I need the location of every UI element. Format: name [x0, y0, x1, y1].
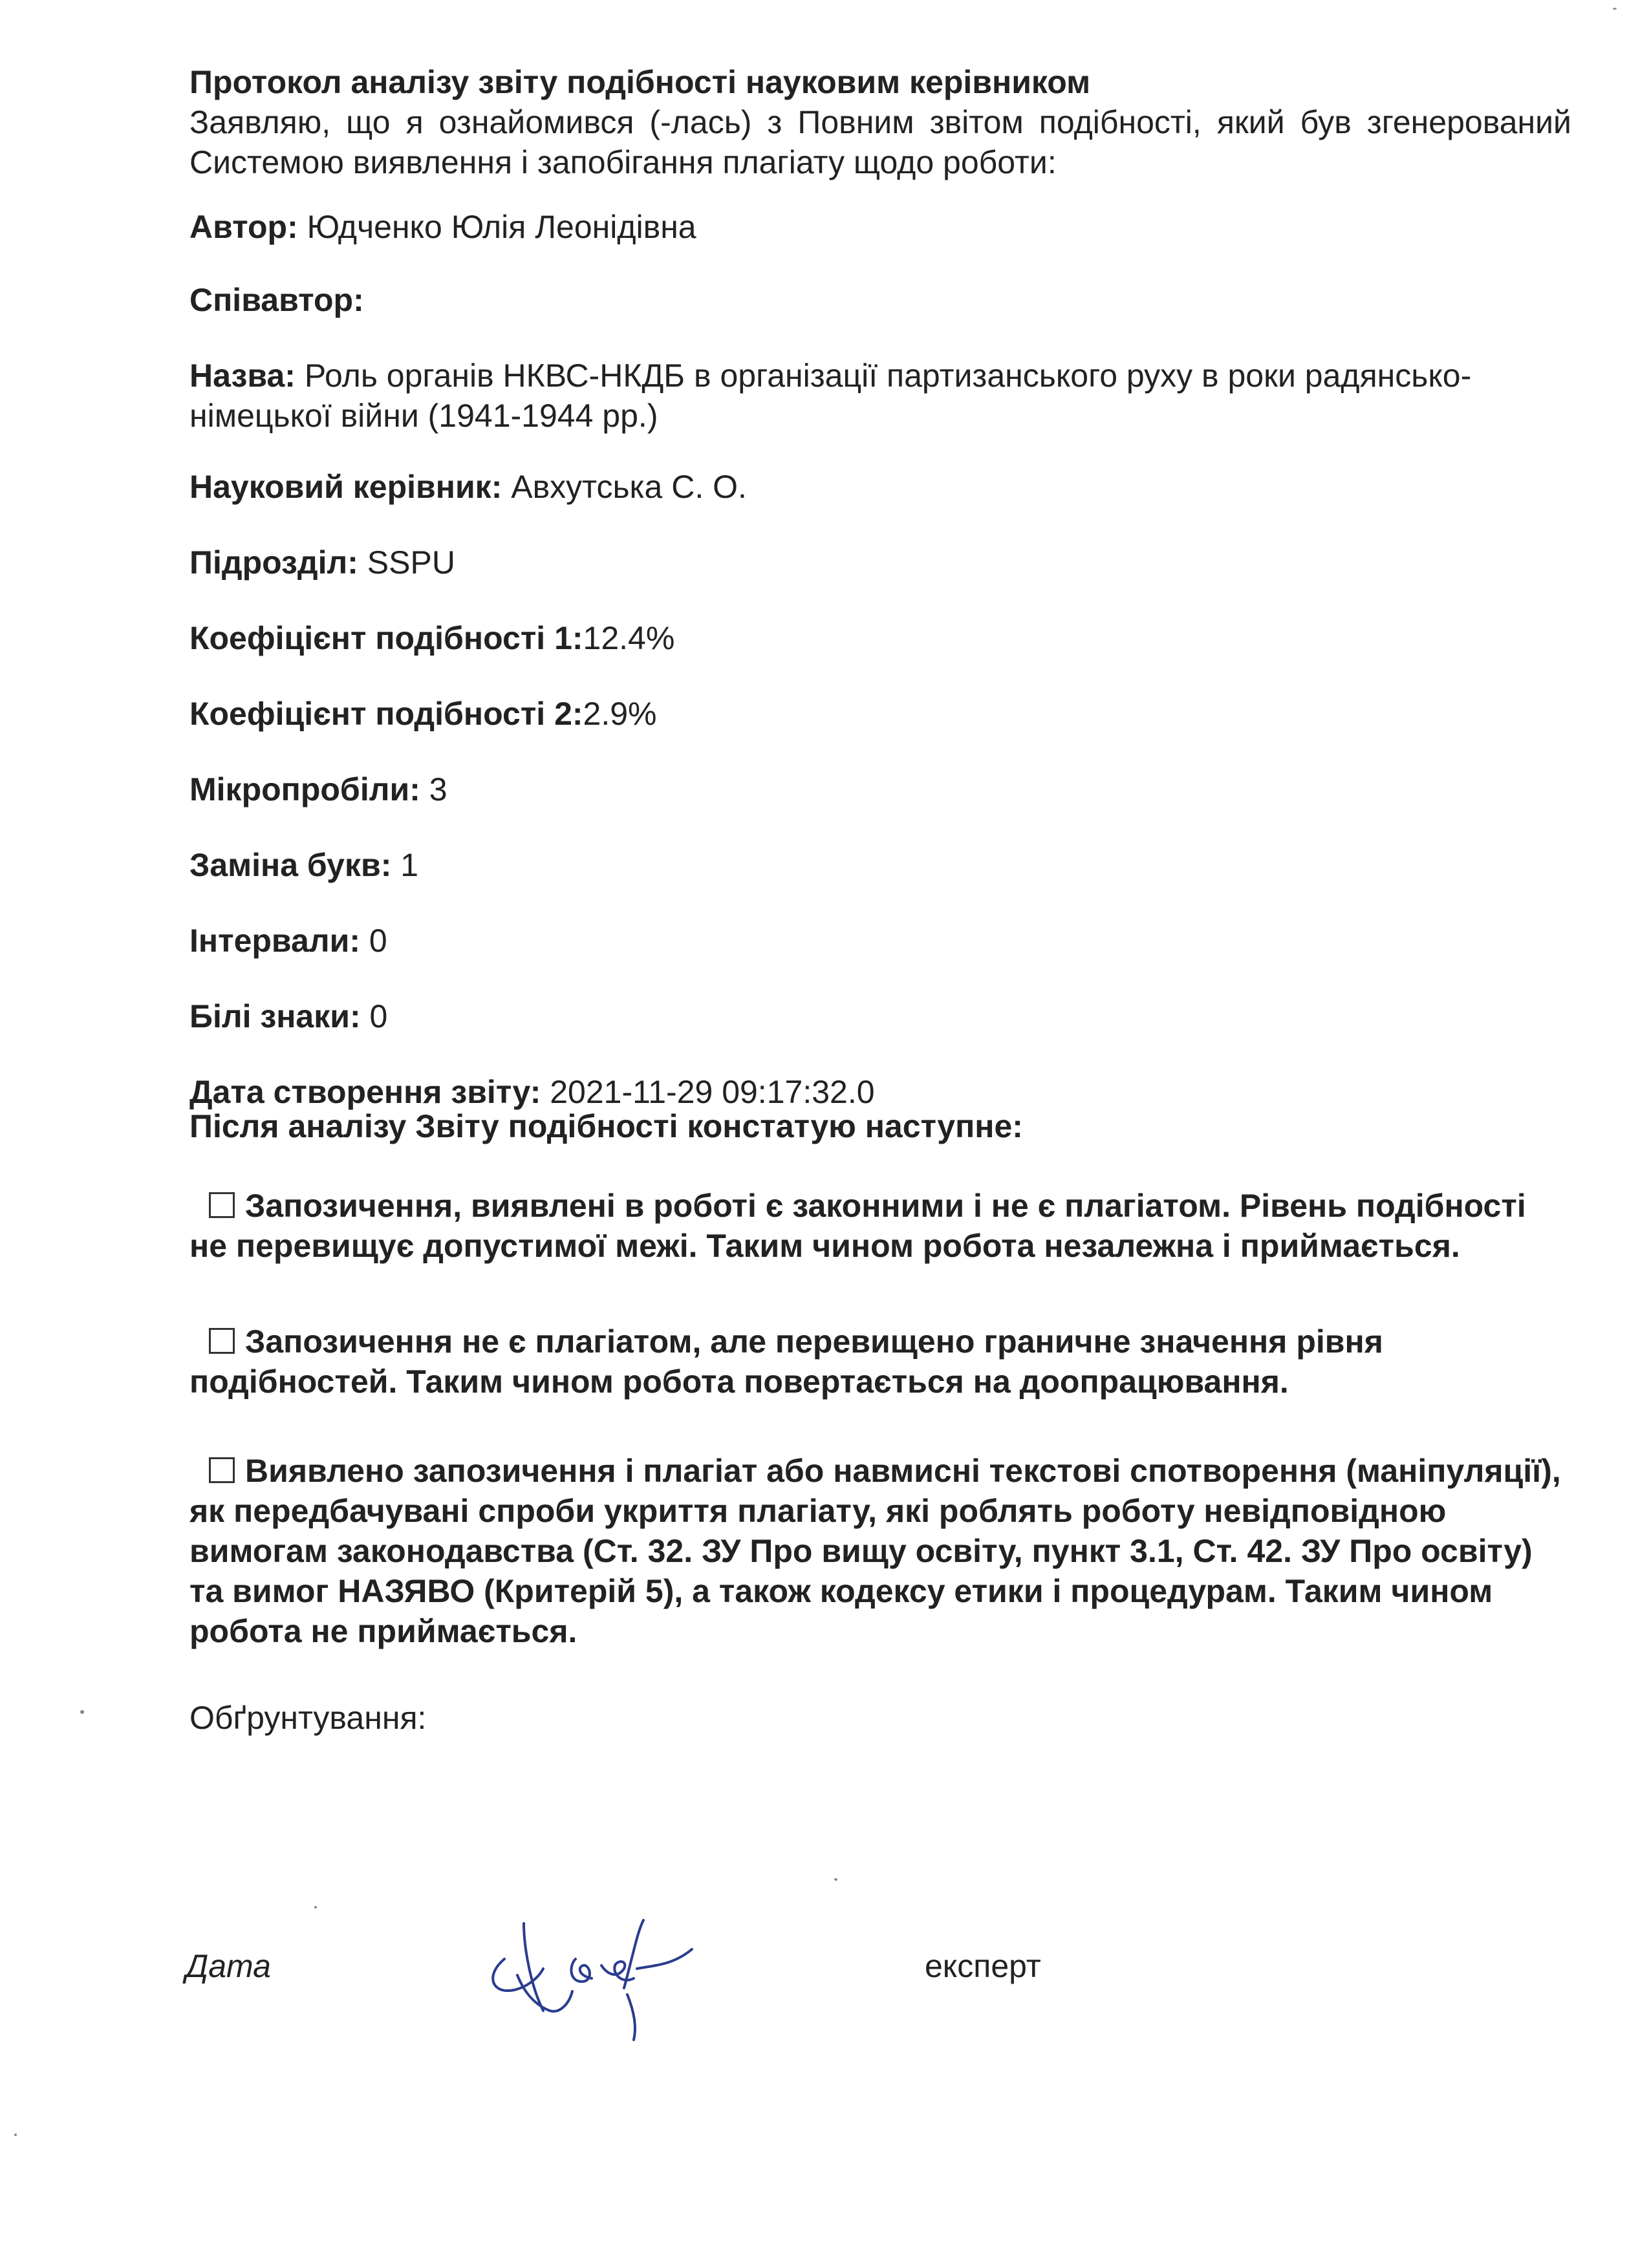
field-letter-replacement	[189, 845, 1571, 885]
field-value: Роль органів НКВС-НКДБ в організації партизанського руху в роки радянсько-німецької війни (1941-1944 рр.)	[189, 358, 1472, 434]
intro-paragraph: Заявляю, що я ознайомився (-лась) з Повним звітом подібності, який був згенерований Системою виявлення і запобігання плагіату щодо роботи:	[189, 104, 1571, 180]
field-value: 1	[391, 847, 419, 883]
field-microspaces	[189, 769, 1571, 809]
scan-speck	[834, 1878, 837, 1881]
field-label: Коефіцієнт подібності 2:	[189, 696, 583, 732]
option-text: Виявлено запозичення і плагіат або навмисні текстові спотворення (маніпуляції), як передбачувані спроби укриття плагіату, які роблять роботу невідповідною вимогам законодавства (Ст. 32. ЗУ Про вищу освіту, пункт 3.1, Ст. 42. ЗУ Про освіту) та вимог НАЗЯВО (Критерій 5), а також кодексу етики і процедурам. Таким чином робота не приймається.	[189, 1453, 1561, 1649]
field-label: Мікропробіли:	[189, 771, 420, 808]
field-title	[189, 356, 1483, 436]
expert-label: експерт	[925, 1948, 1041, 1984]
field-label: Співавтор:	[189, 282, 364, 318]
checkbox-rejected[interactable]	[209, 1457, 235, 1483]
field-label: Коефіцієнт подібності 1:	[189, 620, 583, 656]
field-label: Дата створення звіту:	[189, 1074, 541, 1110]
field-value: Юдченко Юлія Леонідівна	[297, 209, 696, 245]
field-white-characters	[189, 996, 1571, 1036]
field-author	[189, 207, 1571, 247]
field-label: Інтервали:	[189, 923, 360, 959]
field-label: Назва:	[189, 358, 296, 394]
option-text: Запозичення не є плагіатом, але перевищено граничне значення рівня подібностей. Таким чином робота повертається на доопрацювання.	[189, 1323, 1383, 1400]
scan-speck	[80, 1710, 84, 1714]
field-value: 0	[360, 998, 388, 1034]
field-value: 2021-11-29 09:17:32.0	[541, 1074, 875, 1110]
field-department	[189, 542, 1571, 583]
option-revision	[189, 1321, 1571, 1402]
field-value: Авхутська С. О.	[502, 469, 747, 505]
field-supervisor	[189, 467, 1571, 507]
document-title: Протокол аналізу звіту подібності науковим керівником	[189, 64, 1091, 100]
field-coauthor	[189, 280, 1571, 320]
handwritten-signature	[479, 1914, 763, 2043]
scan-speck	[14, 2134, 17, 2136]
field-label: Заміна букв:	[189, 847, 392, 883]
checkbox-accepted[interactable]	[209, 1192, 235, 1218]
option-text: Запозичення, виявлені в роботі є законними і не є плагіатом. Рівень подібності не перевищує допустимої межі. Таким чином робота незалежна і приймається.	[189, 1188, 1526, 1264]
field-similarity-1	[189, 618, 1571, 658]
field-value: 2.9%	[583, 696, 657, 732]
field-label: Автор:	[189, 209, 298, 245]
field-label: Білі знаки:	[189, 998, 361, 1034]
date-label: Дата	[186, 1948, 271, 1984]
scan-speck	[314, 1906, 317, 1909]
justification-label: Обґрунтування:	[189, 1700, 427, 1736]
checkbox-revision[interactable]	[209, 1328, 235, 1354]
field-value: 3	[420, 771, 447, 808]
signature-row	[0, 1914, 1649, 2043]
option-accepted	[189, 1186, 1571, 1266]
option-rejected	[189, 1451, 1571, 1651]
field-value: SSPU	[358, 544, 455, 581]
field-intervals	[189, 921, 1571, 961]
field-label: Науковий керівник:	[189, 469, 502, 505]
document-body	[189, 62, 1571, 1736]
scan-speck	[1613, 8, 1617, 10]
field-similarity-2	[189, 694, 1571, 734]
field-value: 12.4%	[583, 620, 675, 656]
conclusion-heading: Після аналізу Звіту подібності констатую наступне:	[189, 1108, 1023, 1144]
field-label: Підрозділ:	[189, 544, 358, 581]
field-value: 0	[360, 923, 387, 959]
